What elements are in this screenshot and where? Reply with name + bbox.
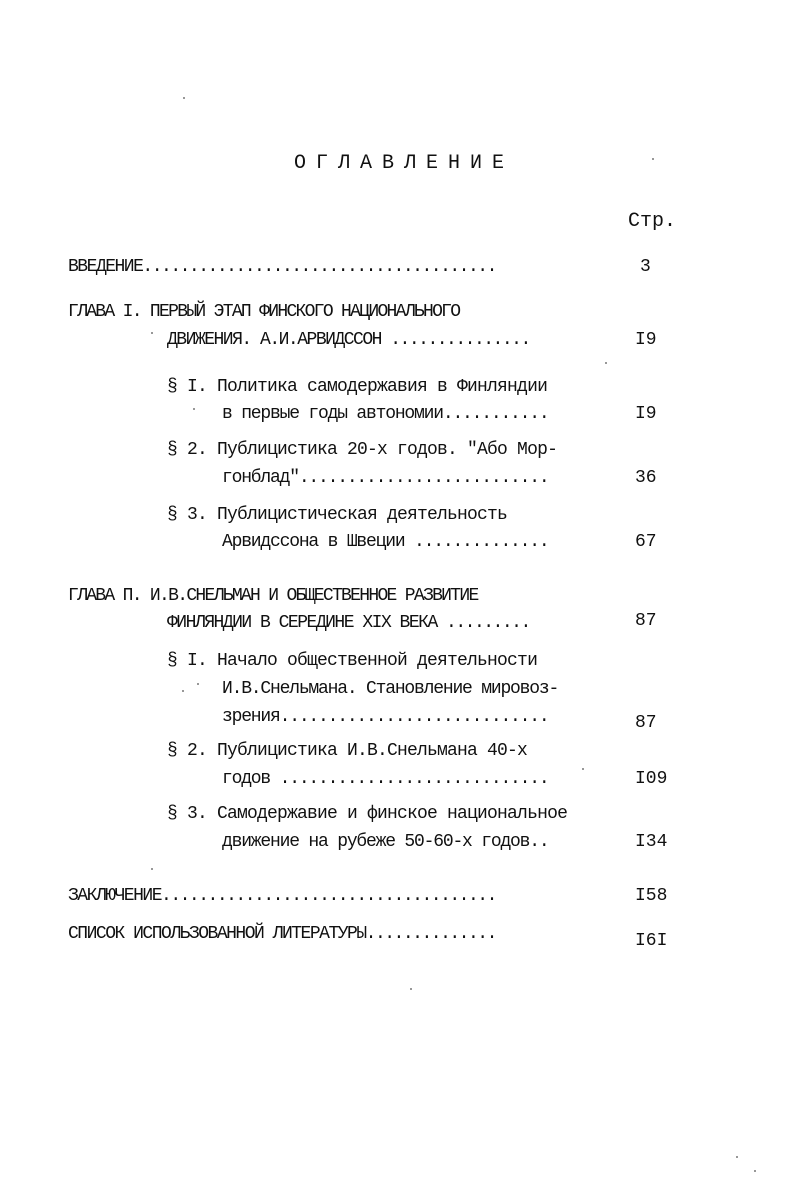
scan-speck <box>183 97 185 99</box>
toc-entry-ch1-section-2-line-2: гонблад".......................... <box>222 468 549 488</box>
toc-entry-ch1-section-2-line-1: § 2. Публицистика 20-х годов. "Або Мор- <box>167 440 558 460</box>
toc-page-ch2-section-3: I34 <box>635 832 668 852</box>
toc-entry-ch2-section-1-line-3: зрения............................ <box>222 707 549 727</box>
toc-entry-chapter-2-line-1: ГЛАВА П. И.В.СНЕЛЬМАН И ОБЩЕСТВЕННОЕ РАЗВИТИЕ <box>68 586 478 606</box>
toc-page-ch1-section-2: 36 <box>635 468 657 488</box>
toc-entry-ch2-section-2-line-1: § 2. Публицистика И.В.Снельмана 40-х <box>167 741 528 761</box>
toc-page-ch2-section-2: I09 <box>635 769 668 789</box>
toc-entry-ch1-section-1-line-2: в первые годы автономии........... <box>222 404 549 424</box>
toc-entry-chapter-1-line-2: ДВИЖЕНИЯ. А.И.АРВИДССОН ............... <box>167 330 530 350</box>
toc-entry-ch2-section-2-line-2: годов ............................ <box>222 769 549 789</box>
toc-page-ch2-section-1: 87 <box>635 713 657 733</box>
scan-speck <box>151 868 153 870</box>
toc-page-intro: 3 <box>640 257 651 277</box>
scan-speck <box>652 158 654 160</box>
scan-speck <box>182 690 184 692</box>
toc-entry-intro: ВВЕДЕНИЕ...................................... <box>68 257 496 277</box>
page-column-label: Стр. <box>628 210 677 233</box>
scan-speck <box>754 1170 756 1172</box>
toc-entry-ch2-section-1-line-1: § I. Начало общественной деятельности <box>167 651 538 671</box>
scan-speck <box>605 362 607 364</box>
toc-entry-ch1-section-3-line-1: § 3. Публицистическая деятельность <box>167 505 508 525</box>
toc-entry-chapter-2-line-2: ФИНЛЯНДИИ В СЕРЕДИНЕ XIX ВЕКА ......... <box>167 613 530 633</box>
scan-speck <box>193 408 195 410</box>
toc-entry-ch2-section-3-line-2: движение на рубеже 50-60-х годов.. <box>222 832 549 852</box>
scan-speck <box>582 768 584 770</box>
scan-speck <box>151 332 153 334</box>
toc-page-bibliography: I6I <box>635 931 668 951</box>
toc-entry-bibliography: СПИСОК ИСПОЛЬЗОВАННОЙ ЛИТЕРАТУРЫ.............. <box>68 924 496 944</box>
toc-entry-ch1-section-1-line-1: § I. Политика самодержавия в Финляндии <box>167 377 548 397</box>
toc-page-ch1-section-1: I9 <box>635 404 657 424</box>
toc-page-chapter-2: 87 <box>635 611 657 631</box>
page-title: ОГЛАВЛЕНИЕ <box>293 152 515 175</box>
toc-entry-ch2-section-3-line-1: § 3. Самодержавие и финское национальное <box>167 804 568 824</box>
toc-entry-conclusion: ЗАКЛЮЧЕНИЕ.................................... <box>68 886 496 906</box>
scan-speck <box>410 988 412 990</box>
toc-entry-ch2-section-1-line-2: И.В.Снельмана. Становление мировоз- <box>222 679 559 699</box>
scan-speck <box>197 683 199 685</box>
scan-speck <box>736 1156 738 1158</box>
toc-page-conclusion: I58 <box>635 886 668 906</box>
toc-page-ch1-section-3: 67 <box>635 532 657 552</box>
toc-page-chapter-1: I9 <box>635 330 657 350</box>
toc-entry-chapter-1-line-1: ГЛАВА I. ПЕРВЫЙ ЭТАП ФИНСКОГО НАЦИОНАЛЬНОГО <box>68 302 460 322</box>
toc-entry-ch1-section-3-line-2: Арвидссона в Швеции .............. <box>222 532 549 552</box>
